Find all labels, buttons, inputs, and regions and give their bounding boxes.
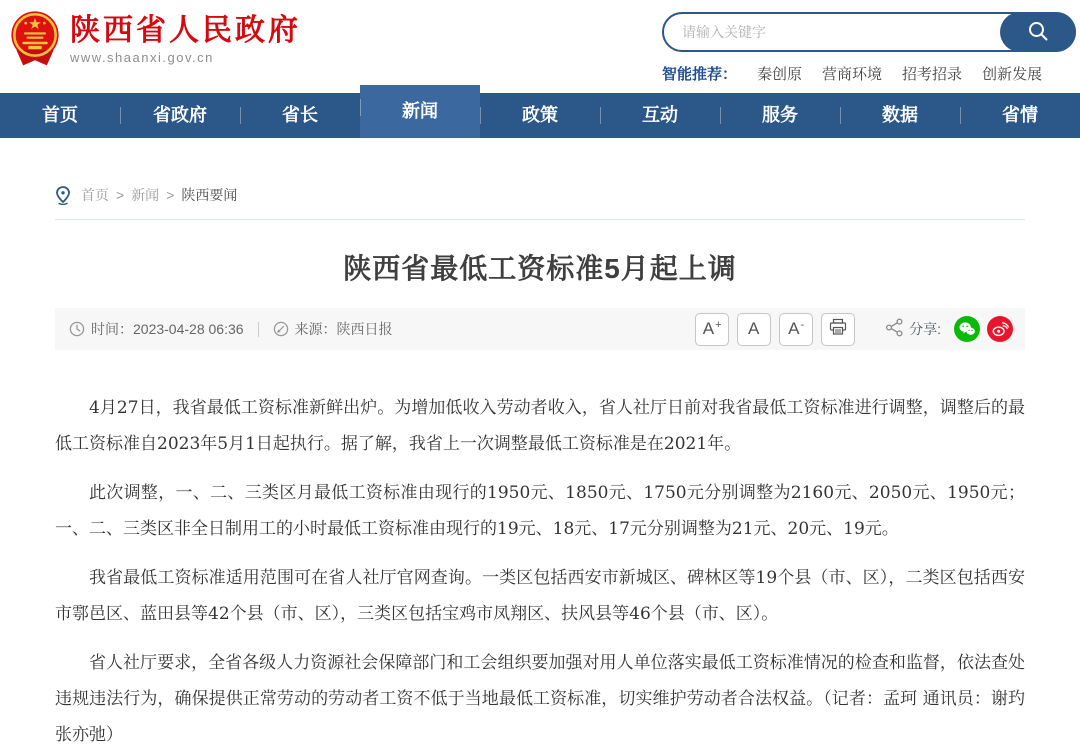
recommend-link-innovation[interactable]: 创新发展 bbox=[982, 66, 1043, 83]
site-url: www.shaanxi.gov.cn bbox=[70, 50, 214, 65]
publish-time bbox=[69, 319, 244, 339]
article-title: 陕西省最低工资标准5月起上调 bbox=[343, 253, 737, 284]
article-source-label: 来源： bbox=[294, 321, 337, 337]
smart-recommend-label: 智能推荐： bbox=[662, 66, 738, 83]
search-box bbox=[662, 12, 1076, 52]
nav-item-policy[interactable]: 政策 bbox=[480, 93, 600, 138]
search-area bbox=[662, 0, 1076, 93]
article-body bbox=[55, 390, 1025, 753]
article-source bbox=[273, 319, 393, 339]
nav-item-governor[interactable]: 省长 bbox=[240, 93, 360, 138]
site-title: 陕西省人民政府 bbox=[70, 14, 301, 47]
wechat-share-button[interactable] bbox=[954, 316, 980, 342]
breadcrumb-home[interactable]: 首页 bbox=[81, 187, 109, 203]
breadcrumb-separator: > bbox=[116, 187, 125, 203]
nav-item-home[interactable]: 首页 bbox=[42, 105, 78, 125]
share-label: 分享: bbox=[909, 321, 941, 337]
site-logo[interactable] bbox=[8, 0, 301, 93]
breadcrumb-divider bbox=[55, 219, 1025, 220]
font-normal-button[interactable]: A bbox=[737, 313, 771, 346]
clock-icon bbox=[69, 321, 85, 337]
recommend-link-business-env[interactable]: 营商环境 bbox=[822, 66, 883, 83]
article-paragraph: 省人社厅要求，全省各级人力资源社会保障部门和工会组织要加强对用人单位落实最低工资标准情况的检查和监督，依法查处违规违法行为，确保提供正常劳动的劳动者工资不低于当地最低工资标准，切实维护劳动者合法权益。（记者：孟珂 通讯员：谢玓 张亦弛） bbox=[55, 653, 1025, 745]
nav-item-interaction[interactable]: 互动 bbox=[600, 93, 720, 138]
article-paragraph: 此次调整，一、二、三类区月最低工资标准由现行的1950元、1850元、1750元分别调整为2160元、2050元、1950元；一、二、三类区非全日制用工的小时最低工资标准由现行的19元、18元、17元分别调整为21元、20元、19元。 bbox=[55, 483, 1025, 539]
nav-item-data[interactable]: 数据 bbox=[840, 93, 960, 138]
location-pin-icon bbox=[55, 186, 71, 205]
article-meta-bar bbox=[55, 308, 1025, 350]
article-meta-info bbox=[69, 319, 393, 339]
main-nav bbox=[0, 93, 1080, 138]
article-source-value: 陕西日报 bbox=[336, 321, 393, 337]
nav-item-news[interactable]: 新闻 bbox=[360, 85, 480, 138]
breadcrumb-separator: > bbox=[166, 187, 175, 203]
publish-time-value: 2023-04-28 06:36 bbox=[133, 321, 244, 337]
weibo-share-button[interactable] bbox=[987, 316, 1013, 342]
article-paragraph: 4月27日，我省最低工资标准新鲜出炉。为增加低收入劳动者收入，省人社厅日前对我省最低工资标准进行调整，调整后的最低工资标准自2023年5月1日起执行。据了解，我省上一次调整最低工资标准是在2021年。 bbox=[55, 398, 1025, 454]
share-group bbox=[885, 316, 1013, 342]
breadcrumb-news[interactable]: 新闻 bbox=[131, 187, 160, 203]
page-content bbox=[55, 185, 1025, 753]
share-nodes-icon bbox=[885, 318, 904, 340]
recommend-link-qinchuangyuan[interactable]: 秦创原 bbox=[757, 66, 803, 83]
site-header bbox=[0, 0, 1080, 93]
search-button[interactable] bbox=[1000, 12, 1076, 52]
article-paragraph: 我省最低工资标准适用范围可在省人社厅官网查询。一类区包括西安市新城区、碑林区等19个县（市、区），二类区包括西安市鄠邑区、蓝田县等42个县（市、区），三类区包括宝鸡市凤翔区、扶风县等46个县（市、区）。 bbox=[55, 568, 1025, 624]
font-larger-button[interactable]: A + bbox=[695, 313, 729, 346]
recommend-link-recruitment[interactable]: 招考招录 bbox=[902, 66, 963, 83]
wechat-icon bbox=[958, 320, 976, 338]
smart-recommend-row bbox=[662, 63, 1076, 84]
breadcrumb bbox=[55, 185, 1025, 205]
print-button[interactable] bbox=[821, 313, 855, 346]
national-emblem-icon bbox=[8, 9, 62, 71]
article-tools bbox=[687, 313, 1013, 346]
pen-circle-icon bbox=[273, 321, 289, 337]
nav-item-services[interactable]: 服务 bbox=[720, 93, 840, 138]
search-icon bbox=[1026, 19, 1050, 46]
meta-divider bbox=[258, 322, 259, 337]
breadcrumb-current: 陕西要闻 bbox=[181, 187, 238, 203]
font-smaller-button[interactable]: A - bbox=[779, 313, 813, 346]
nav-item-province-info[interactable]: 省情 bbox=[960, 93, 1080, 138]
weibo-icon bbox=[991, 320, 1009, 338]
printer-icon bbox=[829, 318, 847, 341]
nav-item-provincial-government[interactable]: 省政府 bbox=[120, 93, 240, 138]
publish-time-label: 时间： bbox=[91, 321, 133, 337]
